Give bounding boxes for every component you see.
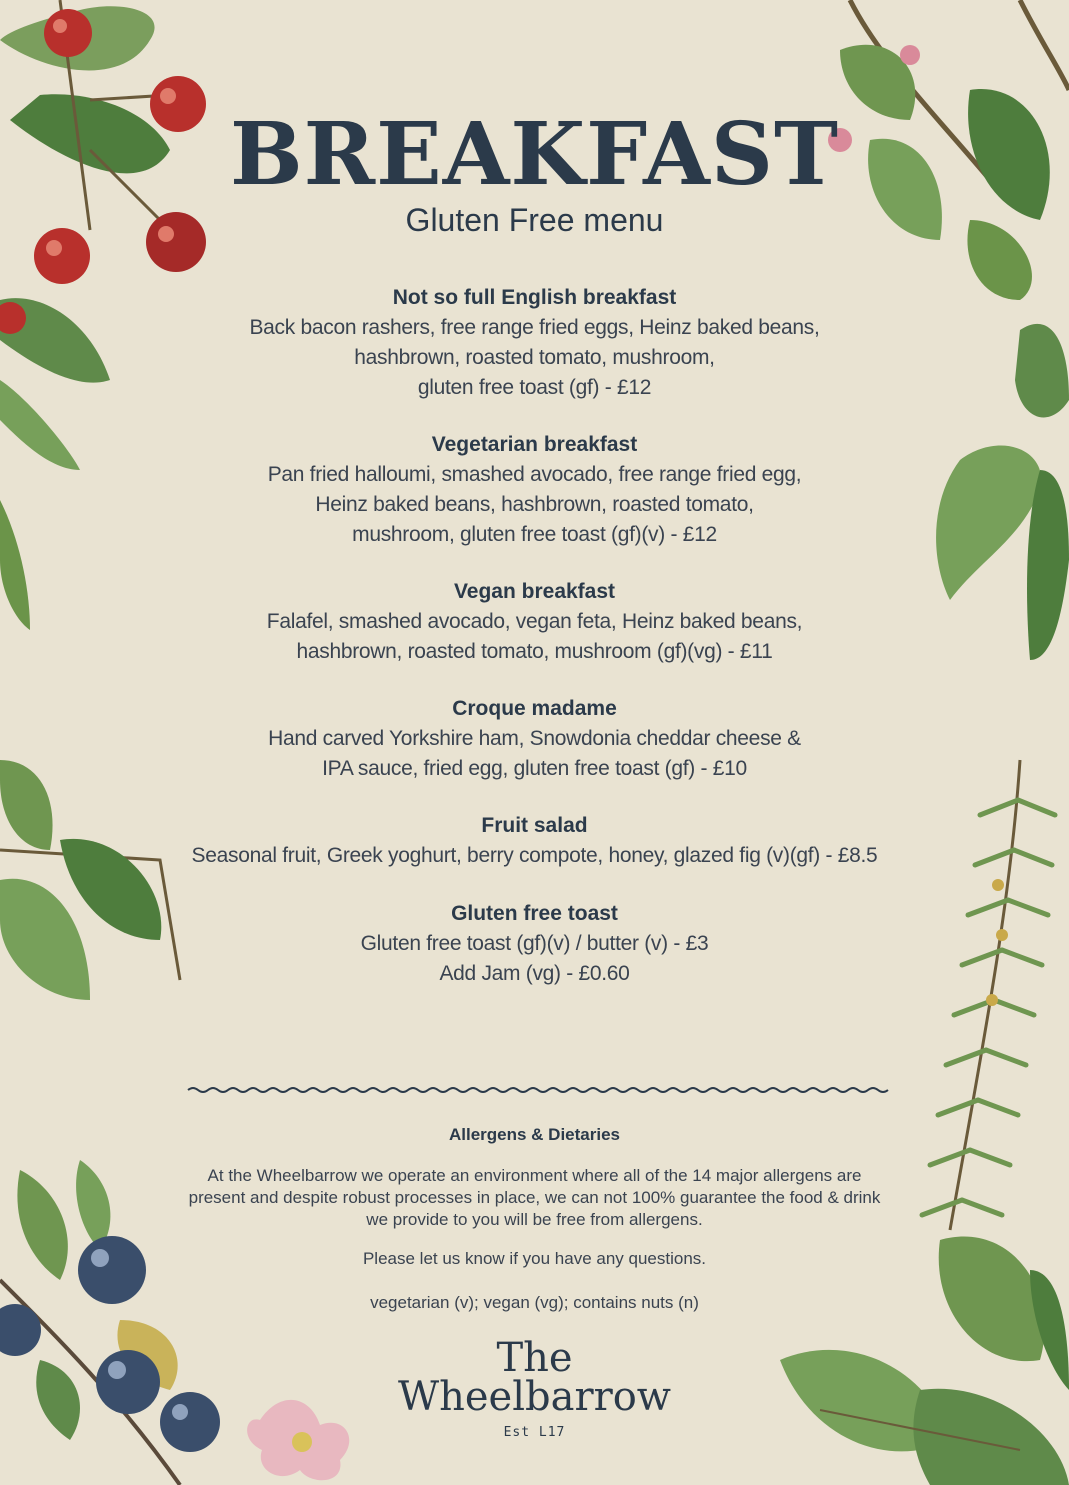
menu-item-description: Pan fried halloumi, smashed avocado, free range fried egg, <box>267 463 802 486</box>
menu-item <box>0 694 1069 784</box>
wavy-divider <box>188 1080 884 1100</box>
menu-item <box>0 811 1069 871</box>
logo-line-the: The <box>496 1335 573 1381</box>
menu-item-description: mushroom, gluten free toast (gf)(v) - £12 <box>352 523 717 546</box>
menu-item-description: IPA sauce, fried egg, gluten free toast (gf) - £10 <box>322 757 747 780</box>
menu-item-description: Seasonal fruit, Greek yoghurt, berry compote, honey, glazed fig (v)(gf) - £8.5 <box>191 844 878 867</box>
menu-item-description: Heinz baked beans, hashbrown, roasted tomato, <box>315 493 754 516</box>
logo-established: Est L17 <box>503 1425 566 1440</box>
questions-note: Please let us know if you have any questions. <box>362 1249 707 1268</box>
dietary-key: vegetarian (v); vegan (vg); contains nuts (n) <box>370 1293 699 1312</box>
menu-item-description: Hand carved Yorkshire ham, Snowdonia cheddar cheese & <box>268 727 801 750</box>
menu-item <box>0 430 1069 550</box>
menu-item <box>0 899 1069 989</box>
menu-subtitle: Gluten Free menu <box>405 202 664 238</box>
menu-item-description: Falafel, smashed avocado, vegan feta, Heinz baked beans, <box>266 610 803 633</box>
menu-item-description: Gluten free toast (gf)(v) / butter (v) - £3 <box>360 932 709 955</box>
menu-item <box>0 283 1069 403</box>
menu-item-name: Croque madame <box>452 697 617 720</box>
menu-item-name: Vegetarian breakfast <box>431 433 638 456</box>
menu-item-description: hashbrown, roasted tomato, mushroom (gf)(vg) - £11 <box>296 640 773 663</box>
menu-item-name: Gluten free toast <box>451 902 618 925</box>
allergens-text-line: At the Wheelbarrow we operate an environment where all of the 14 major allergens are <box>207 1166 862 1185</box>
menu-item-description: Back bacon rashers, free range fried eggs, Heinz baked beans, <box>249 316 820 339</box>
logo-line-name: Wheelbarrow <box>397 1374 672 1420</box>
menu-item-description: gluten free toast (gf) - £12 <box>417 376 652 399</box>
allergens-text-line: we provide to you will be free from allergens. <box>366 1210 703 1229</box>
menu-item-name: Not so full English breakfast <box>392 286 677 309</box>
allergens-statement <box>0 1165 1069 1231</box>
menu-title: BREAKFAST <box>229 104 840 205</box>
allergens-heading: Allergens & Dietaries <box>448 1125 620 1144</box>
allergens-text-line: present and despite robust processes in place, we can not 100% guarantee the food & drink <box>188 1188 881 1207</box>
menu-item-name: Vegan breakfast <box>453 580 616 603</box>
menu-item-name: Fruit salad <box>481 814 588 837</box>
menu-item-description: Add Jam (vg) - £0.60 <box>439 962 630 985</box>
menu-item-description: hashbrown, roasted tomato, mushroom, <box>354 346 715 369</box>
menu-item <box>0 577 1069 667</box>
